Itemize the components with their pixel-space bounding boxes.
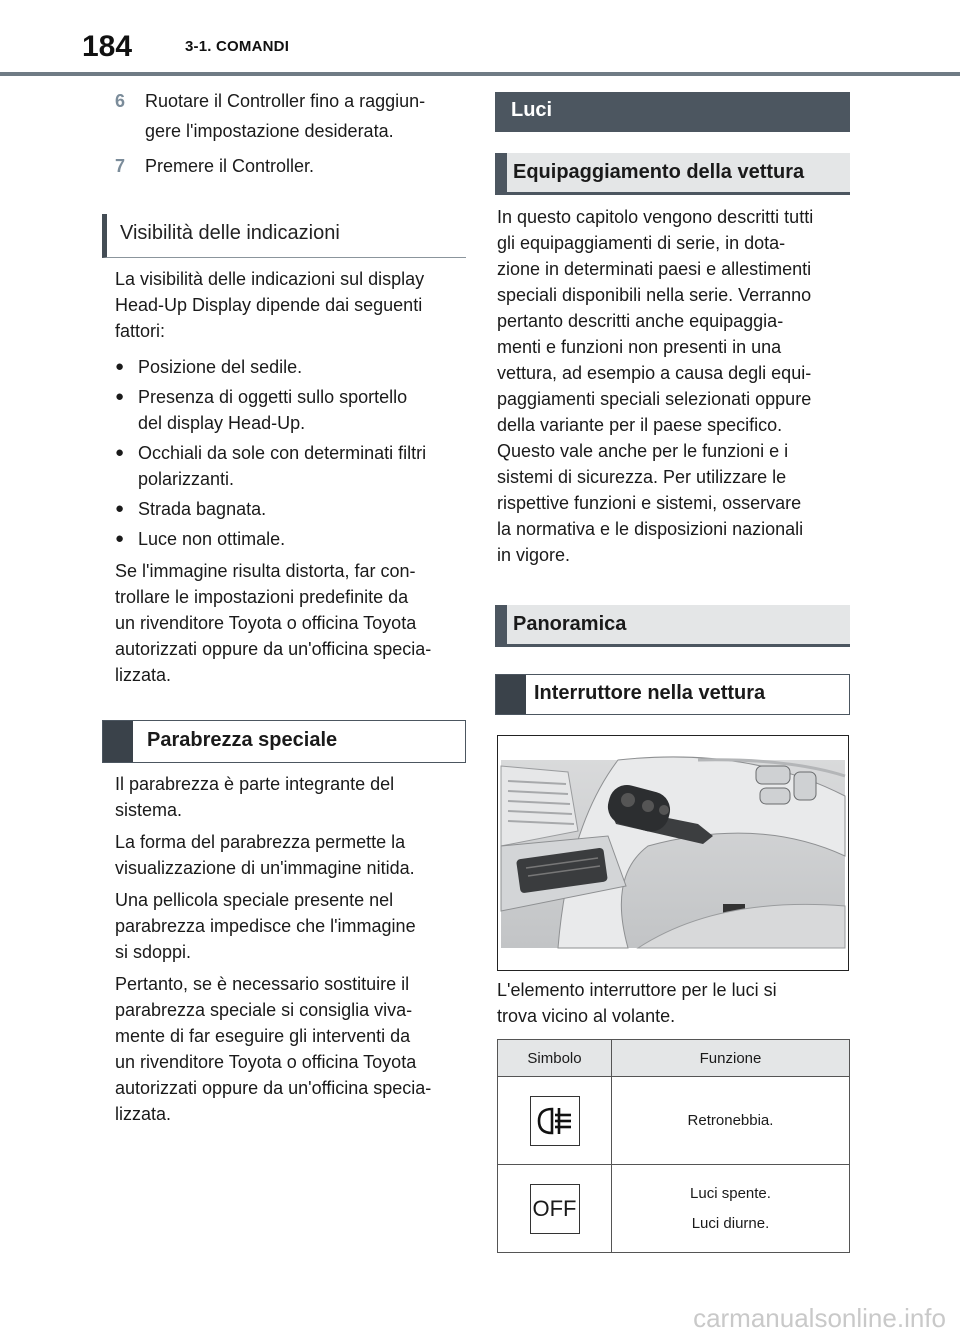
function-text: Retronebbia. — [687, 1112, 774, 1129]
section-heading-luci: Luci — [495, 92, 850, 132]
table-header-symbol: Simbolo — [498, 1040, 612, 1077]
heading-marker — [495, 153, 507, 192]
heading-marker — [496, 675, 526, 714]
heading-marker — [103, 721, 133, 762]
table-header-function: Funzione — [612, 1040, 850, 1077]
symbol-function-table — [497, 1039, 850, 1253]
section-heading-switch: Interruttore nella vettura — [495, 674, 850, 715]
steps-block — [115, 86, 470, 179]
bullet-item: ● Occhiali da sole con determinati filtri polarizzanti. — [115, 440, 470, 492]
bullet-dot-icon: ● — [115, 500, 125, 517]
windshield-body — [115, 771, 470, 1127]
paragraph: Se l'immagine risulta distorta, far con- trollare le impostazioni predefinite da un rivenditore Toyota o officina Toyota autorizzati oppure da un'officina specia- lizzata. — [115, 561, 432, 685]
bullet-dot-icon: ● — [115, 444, 125, 461]
rear-fog-light-icon — [530, 1096, 580, 1146]
light-switch-illustration — [497, 735, 849, 971]
section-heading-equipment: Equipaggiamento della vettura — [495, 153, 850, 195]
watermark: carmanualsonline.info — [693, 1303, 946, 1333]
paragraph: Il parabrezza è parte integrante del sistema. — [115, 774, 395, 820]
step-6 — [115, 86, 470, 146]
step-7 — [115, 153, 470, 179]
step-number: 7 — [115, 156, 126, 176]
table-header-row — [498, 1040, 850, 1077]
section-heading-panoramica: Panoramica — [495, 605, 850, 647]
table-row — [498, 1165, 850, 1253]
step-text: Ruotare il Controller fino a raggiun- — [145, 91, 426, 111]
bullet-item: ● Posizione del sedile. — [115, 354, 470, 380]
table-row — [498, 1077, 850, 1165]
bullet-dot-icon: ● — [115, 388, 125, 405]
page-number: 184 — [82, 30, 133, 63]
figure-caption: L'elemento interruttore per le luci si trova vicino al volante. — [497, 980, 777, 1026]
bullet-dot-icon: ● — [115, 358, 125, 375]
function-text: Luci spente. — [690, 1184, 771, 1202]
section-heading-windshield: Parabrezza speciale — [102, 720, 466, 763]
paragraph: La visibilità delle indicazioni sul display Head-Up Display dipende dai seguenti fattori: — [115, 269, 425, 341]
step-text: Premere il Controller. — [145, 156, 315, 176]
bullet-item: ● Presenza di oggetti sullo sportello del display Head-Up. — [115, 384, 470, 436]
heading-marker — [495, 605, 507, 644]
paragraph: La forma del parabrezza permette la visualizzazione di un'immagine nitida. — [115, 832, 415, 878]
section-heading-visibility: Visibilità delle indicazioni — [102, 214, 466, 258]
bullet-dot-icon: ● — [115, 530, 125, 547]
off-icon: OFF — [530, 1184, 580, 1234]
paragraph: Una pellicola speciale presente nel parabrezza impedisce che l'immagine si sdoppi. — [115, 890, 416, 962]
paragraph: Pertanto, se è necessario sostituire il parabrezza speciale si consiglia viva- mente di far eseguire gli interventi da un rivenditore Toyota o officina Toyota autorizzati oppure da un'officina specia- lizzata. — [115, 974, 432, 1124]
equipment-paragraph: In questo capitolo vengono descritti tutti gli equipaggiamenti di serie, in dota- zione in determinati paesi e allestimenti speciali disponibili nella serie. Verranno pertanto descritti anche equipaggia- menti e funzioni non presenti in una vettura, ad esempio a causa degli equi- paggiamenti speciali selezionati oppure della variante per il paese specifico. Questo vale anche per le funzioni e i sistemi di sicurezza. Per utilizzare le rispettive funzioni e sistemi, osservare la normativa e le disposizioni nazionali in vigore. — [497, 207, 814, 565]
step-number: 6 — [115, 91, 126, 111]
bullet-item: ● Strada bagnata. — [115, 496, 470, 522]
bullet-item: ● Luce non ottimale. — [115, 526, 470, 552]
function-text: Luci diurne. — [691, 1214, 770, 1232]
chapter-title: 3-1. COMANDI — [185, 38, 290, 55]
step-text: gere l'impostazione desiderata. — [145, 121, 394, 141]
header-rule — [0, 72, 960, 76]
visibility-body — [115, 266, 470, 688]
